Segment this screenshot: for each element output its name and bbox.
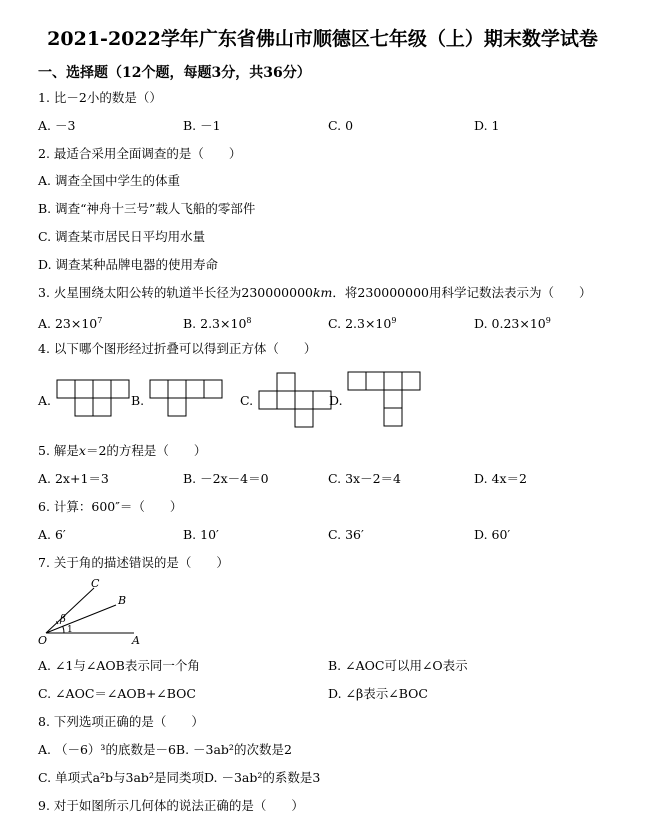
question-5-stem: 5. 解是x＝2的方程是（ ） bbox=[38, 443, 207, 458]
question-4-stem: 4. 以下哪个图形经过折叠可以得到正方体（ ） bbox=[38, 341, 317, 356]
question-3-stem: 3. 火星围绕太阳公转的轨道半长径为230000000km．将230000000用科学记数法表示为（ ） bbox=[38, 285, 592, 300]
q4-label-c: C. bbox=[240, 393, 254, 408]
question-1-stem: 1. 比－2小的数是（） bbox=[38, 90, 162, 105]
q4-label-b: B. bbox=[131, 393, 145, 408]
question-2-stem: 2. 最适合采用全面调查的是（ ） bbox=[38, 146, 242, 161]
q5-option-d: D. 4x＝2 bbox=[474, 471, 527, 486]
q6-option-d: D. 60′ bbox=[474, 527, 511, 542]
q2-option-b: B. 调查“神舟十三号”载人飞船的零部件 bbox=[38, 201, 256, 216]
q4-label-a: A. bbox=[38, 393, 52, 408]
q1-option-c: C. 0 bbox=[328, 118, 354, 133]
q3-option-d: D. $0.23\times 10^9$ bbox=[474, 316, 551, 332]
q3-option-a: A. $23\times 10^7$ bbox=[38, 316, 103, 332]
fig-label-1: 1 bbox=[67, 625, 73, 635]
q2-option-c: C. 调查某市居民日平均用水量 bbox=[38, 229, 206, 244]
q1-option-d: D. 1 bbox=[474, 118, 500, 133]
cube-net-a bbox=[56, 379, 130, 417]
q3-option-b: B. $2.3\times 10^8$ bbox=[183, 316, 252, 332]
q1-option-a: A. －3 bbox=[38, 118, 76, 133]
q2-option-a: A. 调查全国中学生的体重 bbox=[38, 173, 180, 188]
q8-options-ab: A. （－6）³的底数是－6B. －3ab²的次数是2 bbox=[38, 742, 292, 757]
fig-label-beta: β bbox=[60, 614, 66, 625]
question-9-stem: 9. 对于如图所示几何体的说法正确的是（ ） bbox=[38, 798, 304, 813]
q1-option-b: B. －1 bbox=[183, 118, 221, 133]
q2-option-d: D. 调查某种品牌电器的使用寿命 bbox=[38, 257, 219, 272]
q7-option-a: A. ∠1与∠AOB表示同一个角 bbox=[38, 658, 200, 673]
q6-option-a: A. 6′ bbox=[38, 527, 66, 542]
question-6-stem: 6. 计算：600″＝（ ） bbox=[38, 499, 183, 514]
fig-label-b: B bbox=[118, 594, 127, 607]
fig-label-o: O bbox=[38, 634, 48, 646]
q8-options-cd: C. 单项式a²b与3ab²是同类项D. －3ab²的系数是3 bbox=[38, 770, 321, 785]
q6-option-c: C. 36′ bbox=[328, 527, 364, 542]
q4-label-d: D. bbox=[329, 393, 343, 408]
cube-net-b bbox=[149, 379, 239, 417]
q3-option-c: C. $2.3\times 10^9$ bbox=[328, 316, 397, 332]
q7-option-b: B. ∠AOC可以用∠O表示 bbox=[328, 658, 468, 673]
q7-option-c: C. ∠AOC＝∠AOB+∠BOC bbox=[38, 686, 196, 701]
q5-option-a: A. 2x+1＝3 bbox=[38, 471, 109, 486]
q6-option-b: B. 10′ bbox=[183, 527, 219, 542]
section-heading: 一、选择题（12个题，每题3分，共36分） bbox=[38, 65, 311, 81]
page-title: 2021-2022学年广东省佛山市顺德区七年级（上）期末数学试卷 bbox=[47, 28, 598, 50]
q5-option-b: B. －2x－4＝0 bbox=[183, 471, 269, 486]
q5-option-c: C. 3x－2＝4 bbox=[328, 471, 401, 486]
question-8-stem: 8. 下列选项正确的是（ ） bbox=[38, 714, 204, 729]
fig-label-c: C bbox=[91, 577, 100, 590]
cube-net-d bbox=[347, 371, 421, 427]
cube-net-c bbox=[258, 372, 332, 428]
fig-label-a: A bbox=[132, 634, 140, 646]
angle-figure bbox=[36, 576, 146, 646]
question-7-stem: 7. 关于角的描述错误的是（ ） bbox=[38, 555, 229, 570]
q7-option-d: D. ∠β表示∠BOC bbox=[328, 686, 428, 701]
